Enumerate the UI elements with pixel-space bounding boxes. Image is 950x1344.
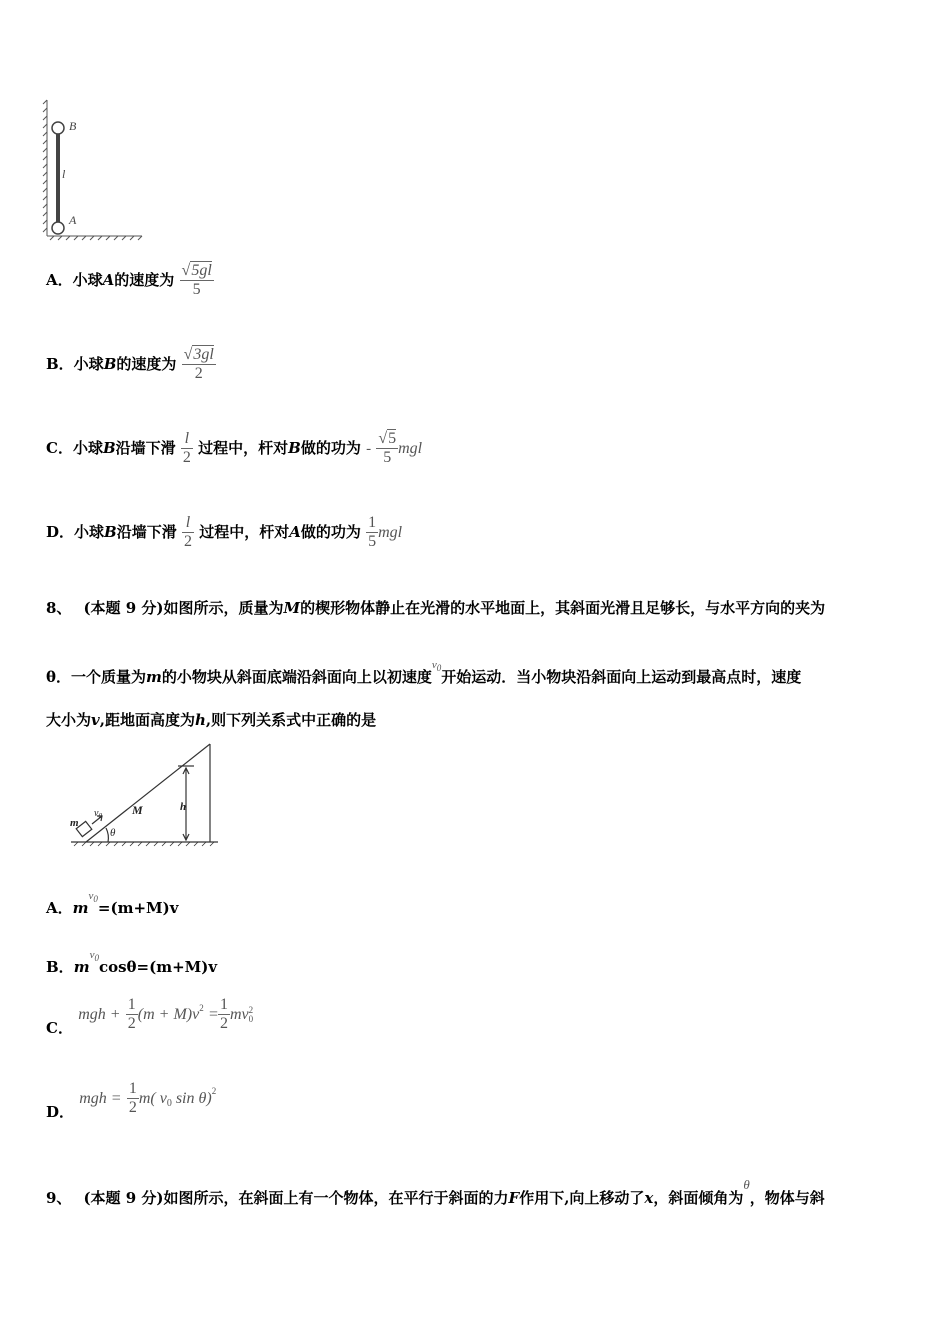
wedge-figure — [68, 738, 224, 850]
label-m: m — [70, 817, 79, 829]
q7-option-b: B．小球B的速度为 $\frac{√3gl}{2}$ — [46, 346, 214, 383]
label-l: l — [62, 167, 66, 181]
q8-option-a: A．$m^{v_0}=(m+M)v$ — [46, 890, 179, 917]
q8-option-c: C． mgh + $\frac{1}{2}$ $(m + M)v^2$ = $\frac{1}{2}$ mv 2 0 — [46, 996, 254, 1037]
q8-line-2: θ．一个质量为m的小物块从斜面底端沿斜面向上以初速度$^{v_0}$开始运动．当小物块沿斜面向上运动到最高点时，速度 — [46, 659, 802, 686]
q8-line-3: 大小为v,距地面高度为h,则下列关系式中正确的是 — [46, 711, 377, 729]
half-l-fraction: $\frac{l}{2}$ — [182, 430, 191, 467]
label-v0: $v_0$ — [94, 808, 102, 820]
q7-option-a: A．小球A的速度为 $\frac{√5gl}{5}$ — [46, 262, 212, 299]
work-d-fraction: $\frac{1}{5}$ — [368, 514, 377, 551]
label-h: h — [180, 801, 187, 813]
label-M: M — [132, 803, 143, 817]
speed-b-fraction: $\frac{√3gl}{2}$ — [183, 346, 214, 383]
q7-option-d: D．小球B沿墙下滑 $\frac{l}{2}$ 过程中，杆对A做的功为 $\frac{1}{5}$ mgl — [46, 514, 403, 551]
label-a: A — [69, 213, 77, 227]
work-c-fraction: $\frac{√5}{5}$ — [378, 430, 397, 467]
q8-option-b: B．$m^{v_0}\cos\theta=(m+M)v$ — [46, 949, 218, 976]
q7-option-c: C．小球B沿墙下滑 $\frac{l}{2}$ 过程中，杆对B做的功为 - $\frac{√5}{5}$ mgl — [46, 430, 423, 467]
q8-line-1: 8、 (本题 9 分)如图所示，质量为M的楔形物体静止在光滑的水平地面上，其斜面光滑且足够长，与水平方向的夹为 — [46, 599, 826, 617]
label-theta: θ — [110, 827, 116, 839]
label-b: B — [69, 119, 77, 133]
speed-a-fraction: $\frac{√5gl}{5}$ — [181, 262, 212, 299]
half-l-fraction: $\frac{l}{2}$ — [183, 514, 192, 551]
initial-velocity-symbol: v0 — [431, 659, 442, 673]
rod-wall-figure — [42, 96, 146, 244]
q8-option-d: D． mgh = $\frac{1}{2}$ m( $v_0$ sin θ)$^2$ — [46, 1080, 217, 1121]
q9-line-1: 9、 (本题 9 分)如图所示，在斜面上有一个物体，在平行于斜面的力F作用下,向上移动了x，斜面倾角为θ，物体与斜 — [46, 1177, 825, 1207]
